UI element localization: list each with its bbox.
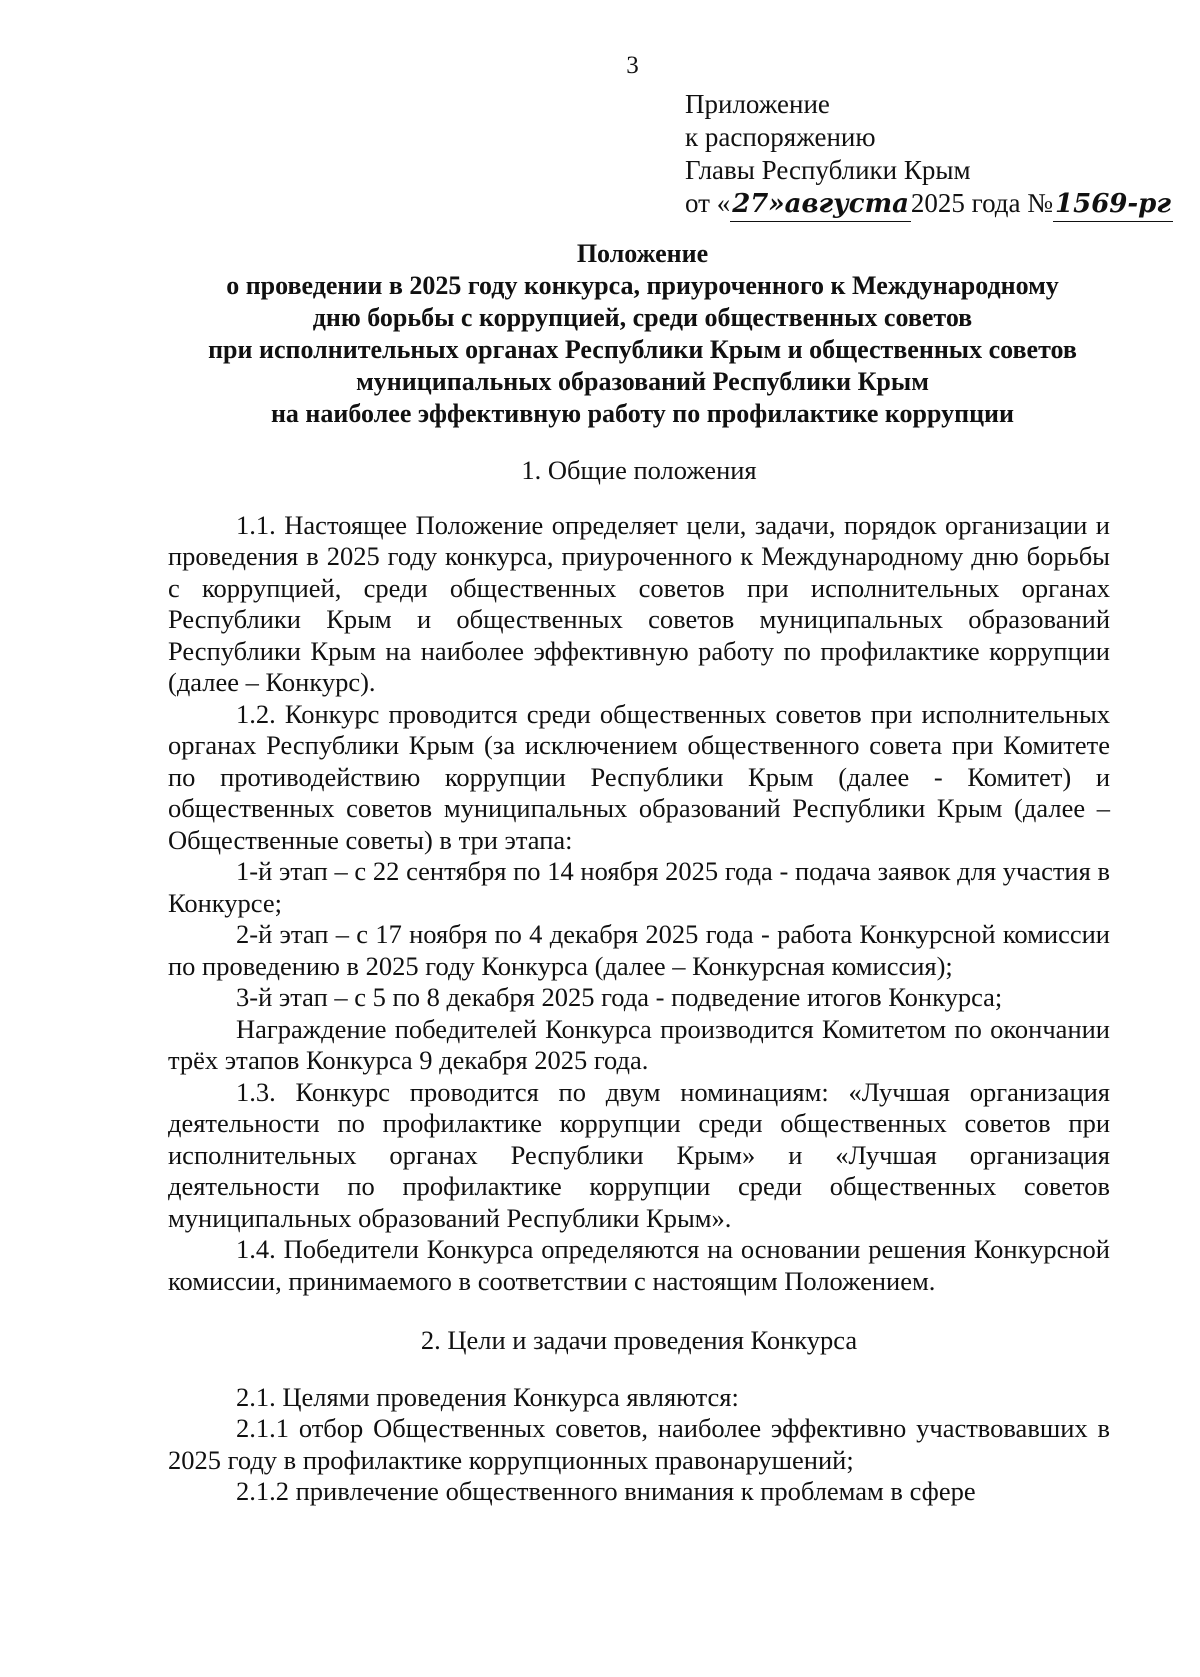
paragraph-1-1: 1.1. Настоящее Положение определяет цели, задачи, порядок организации и проведения в 2025 году конкурса, приуроченного к Международному дню борьбы с коррупцией, среди общественных советов при исполнительных органах Республики Крым и общественных советов муниципальных образований Республики Крым на наиболее эффективную работу по профилактике коррупции (далее – Конкурс). (168, 509, 1110, 697)
title-line-4: муниципальных образований Республики Крым (356, 367, 929, 396)
handwritten-number: 1569-рг (1053, 188, 1173, 222)
paragraph-1-4: 1.4. Победители Конкурса определяются на основании решения Конкурсной комиссии, принимаемого в соответствии с настоящим Положением. (168, 1234, 1110, 1296)
awarding-paragraph: Награждение победителей Конкурса производится Комитетом по окончании трёх этапов Конкурса 9 декабря 2025 года. (168, 1013, 1110, 1075)
paragraph-1-2: 1.2. Конкурс проводится среди общественных советов при исполнительных органах Республики Крым (за исключением общественного совета при Комитете по противодействию коррупции Республики Крым (далее - Комитет) и общественных советов муниципальных образований Республики Крым (далее – Общественные советы) в три этапа: (168, 698, 1110, 855)
title-heading: Положение (576, 239, 709, 268)
section-2-heading: 2. Цели и задачи проведения Конкурса (420, 1325, 858, 1355)
document-body (168, 455, 1110, 1508)
stage-1: 1-й этап – с 22 сентября по 14 ноября 2025 года - подача заявок для участия в Конкурсе; (168, 856, 1110, 918)
paragraph-1-3: 1.3. Конкурс проводится по двум номинациям: «Лучшая организация деятельности по профилактике коррупции среди общественных советов при исполнительных органах Республики Крым» и «Лучшая организация деятельности по профилактике коррупции среди общественных советов муниципальных образований Республики Крым». (168, 1076, 1110, 1233)
date-prefix: от « (685, 188, 731, 218)
appendix-block (685, 88, 1185, 222)
document-title (160, 238, 1125, 430)
stage-3: 3-й этап – с 5 по 8 декабря 2025 года - подведение итогов Конкурса; (236, 982, 1003, 1012)
appendix-order-ref: к распоряжению (685, 122, 876, 152)
page-number: 3 (626, 52, 639, 79)
handwritten-date: 27»августа (730, 188, 911, 222)
section-1-heading: 1. Общие положения (521, 455, 757, 485)
title-line-5: на наиболее эффективную работу по профилактике коррупции (270, 399, 1015, 428)
stage-2: 2-й этап – с 17 ноября по 4 декабря 2025 года - работа Конкурсной комиссии по проведению в 2025 году Конкурса (далее – Конкурсная комиссия); (168, 919, 1110, 981)
appendix-issuer: Главы Республики Крым (685, 155, 971, 185)
paragraph-2-1: 2.1. Целями проведения Конкурса являются: (236, 1381, 739, 1412)
paragraph-2-1-2: 2.1.2 привлечение общественного внимания к проблемам в сфере (236, 1476, 976, 1506)
appendix-date-line (685, 187, 1185, 222)
appendix-label: Приложение (685, 89, 830, 119)
year-text: 2025 года № (910, 188, 1054, 218)
title-line-2: дню борьбы с коррупцией, среди общественных советов (312, 303, 973, 332)
title-line-1: о проведении в 2025 году конкурса, приуроченного к Международному (226, 271, 1059, 300)
paragraph-2-1-1: 2.1.1 отбор Общественных советов, наиболее эффективно участвовавших в 2025 году в профилактике коррупционных правонарушений; (168, 1413, 1110, 1475)
title-line-3: при исполнительных органах Республики Крым и общественных советов (208, 335, 1077, 364)
